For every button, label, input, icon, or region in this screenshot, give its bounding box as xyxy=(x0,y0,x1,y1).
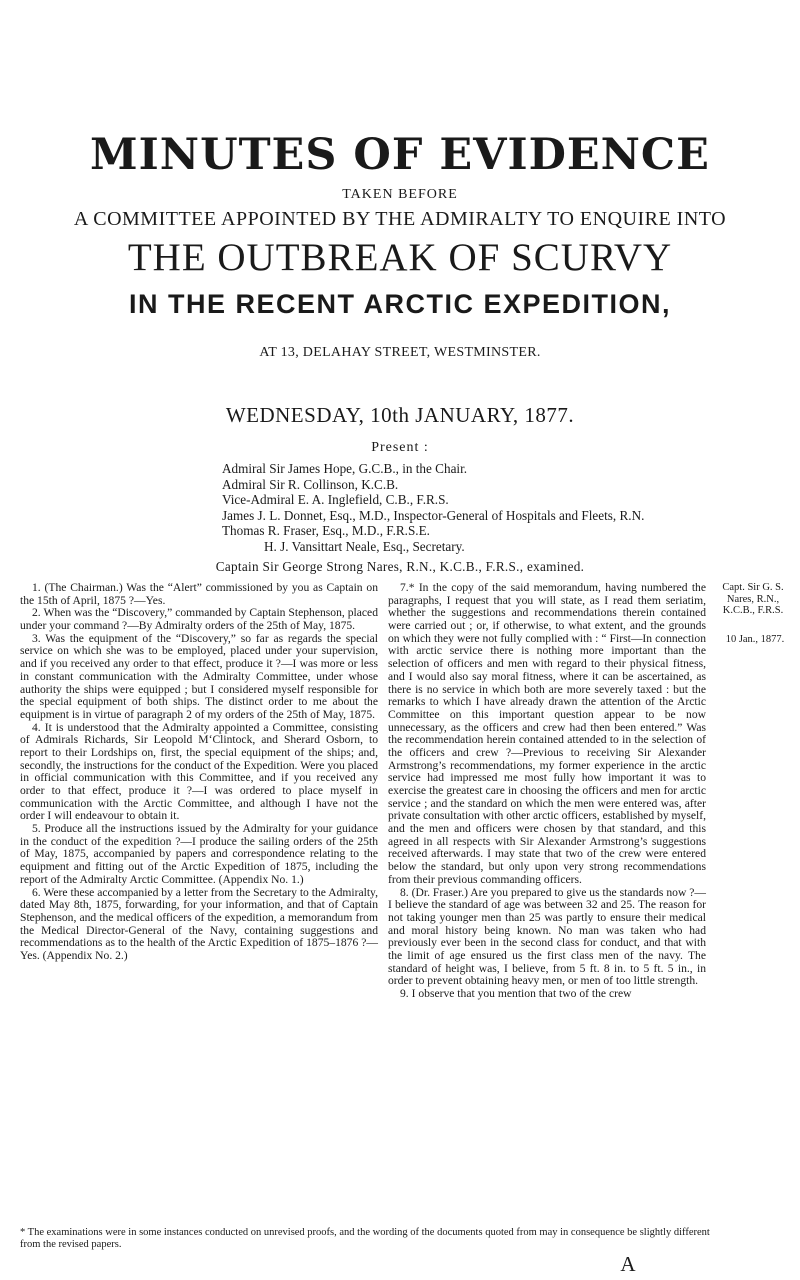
session-date: WEDNESDAY, 10th JANUARY, 1877. xyxy=(225,403,575,427)
evidence-paragraph: 5. Produce all the instructions issued by the Admiralty for your guidance in the conduct of the expedition ?—I produce the sailing orders of the 25th of May, 1875, accompanied by papers and correspondence relating to the equipment and fitting out of the Arctic Expedition of 1875, including the report of the Admiralty Arctic Committee. (Appendix No. 1.) xyxy=(20,822,378,886)
evidence-paragraph: 6. Were these accompanied by a letter from the Secretary to the Admiralty, dated May 8th, 1875, forwarding, for your information, and that of Captain Stephenson, and the medical officers of the expedition, a memorandum from the Medical Director-General of the Navy, containing suggestions and recommendations as to the health of the Arctic Expedition of 1875–1876 ?—Yes. (Appendix No. 2.) xyxy=(20,885,378,962)
evidence-paragraph: 8. (Dr. Fraser.) Are you prepared to give us the standards now ?—I believe the standard of age was between 32 and 25. The reason for not taking younger men than 25 was partly to ensure their medical and moral history being known. No man was taken who had previously ever been in the second class for conduct, and that with the limit of age ensured us the first class men of the navy. The standard of height was, I believe, from 5 ft. 8 in. to 5 ft. 5 in., in order to prevent obtaining heavy men, or men of too little strength. xyxy=(388,885,706,988)
right-column xyxy=(388,582,706,1001)
present-member: Admiral Sir James Hope, G.C.B., in the Chair. xyxy=(222,461,468,476)
margin-date-note: 10 Jan., 1877. xyxy=(725,634,785,645)
evidence-paragraph: 4. It is understood that the Admiralty appointed a Committee, consisting of Admirals Richards, Sir Leopold M‘Clintock, and Sherard Osborn, to report to their Lordships on, first, the special equipment of the ships; and, secondly, the instructions for the conduct of the Expedition. Were you placed in official communication with this Committee, and if you received any order to that effect, produce it ?—I was ordered to place myself in communication with the Arctic Committee, and although I have not the order I will endeavour to obtain it. xyxy=(20,720,378,823)
address-line: AT 13, DELAHAY STREET, WESTMINSTER. xyxy=(259,345,541,360)
evidence-paragraph: 9. I observe that you mention that two of the crew xyxy=(400,987,632,1000)
document-title: MINUTES OF EVIDENCE xyxy=(90,130,710,180)
footnote: * The examinations were in some instances conducted on unrevised proofs, and the wording of the documents quoted from may in consequence be slightly different from the revised papers. xyxy=(20,1227,710,1250)
evidence-paragraph: 2. When was the “Discovery,” commanded by Captain Stephenson, placed under your command ?—By Admiralty orders of the 25th of May, 1875. xyxy=(20,606,378,633)
present-label: Present : xyxy=(371,440,429,455)
expedition-heading: IN THE RECENT ARCTIC EXPEDITION, xyxy=(128,289,672,319)
margin-witness-note: Capt. Sir G. S. Nares, R.N., K.C.B., F.R.S. xyxy=(722,582,784,616)
present-member: Thomas R. Fraser, Esq., M.D., F.R.S.E. xyxy=(222,523,430,538)
evidence-paragraph: 3. Was the equipment of the “Discovery,” so far as regards the special service on which she was to be employed, placed under your supervision, and if you received any order to that effect, produce it ?—I was more or less in constant communication with the Admiralty Committee, under whose authority the ships were equipped ; but I considered myself responsible for the special equipment of both ships. The distinct order to me about the equipment is in virtue of paragraph 2 of my orders of the 25th of May, 1875. xyxy=(20,631,378,721)
signature-mark: A xyxy=(620,1252,636,1276)
left-column xyxy=(20,582,378,963)
present-member: James J. L. Donnet, Esq., M.D., Inspector-General of Hospitals and Fleets, R.N. xyxy=(222,507,645,523)
evidence-paragraph: 7.* In the copy of the said memorandum, having numbered the paragraphs, I request that you will state, as I read them seriatim, whether the suggestions and recommendations therein contained were carried out ; or, if otherwise, to what extent, and the grounds on which they were not fully complied with : “ First—In connection with arctic service there is nothing more important than the selection of officers and men with regard to their physical fitness, and I would also say moral fitness, where it can be ascertained, as there is no service in which both are more severely taxed : but the remarks to which I have already drawn the attention of the Arctic Committee on this important question appear to be now unnecessary, as the officers and crew had then been entered.” Was the recommendation herein contained attended to in the selection of the officers and crew ?—Previous to receiving Sir Alexander Armstrong’s recommendations, my former experience in the arctic service had impressed me most fully how important it was to exercise the greatest care in choosing the officers and men for arctic service ; and the standard on which the men were entered was, after private consultation with other arctic officers, established by myself, and the men and officers were chosen by that standard, and this agreed in all respects with Sir Alexander Armstrong’s suggestions received afterwards. I may state that two of the crew were entered below the standard, but only upon very strong recommendations from their previous commanding officers. xyxy=(388,581,706,886)
present-members-list xyxy=(222,461,782,554)
evidence-paragraph: 1. (The Chairman.) Was the “Alert” commissioned by you as Captain on the 15th of April, 1875 ?—Yes. xyxy=(20,581,378,607)
present-member: Admiral Sir R. Collinson, K.C.B. xyxy=(222,476,399,492)
committee-line: A COMMITTEE APPOINTED BY THE ADMIRALTY TO ENQUIRE INTO xyxy=(73,208,727,230)
subject-heading: THE OUTBREAK OF SCURVY xyxy=(127,236,673,279)
present-member: Vice-Admiral E. A. Inglefield, C.B., F.R.S. xyxy=(222,492,449,507)
present-secretary: H. J. Vansittart Neale, Esq., Secretary. xyxy=(264,538,465,554)
witness-examined-line: Captain Sir George Strong Nares, R.N., K.C.B., F.R.S., examined. xyxy=(215,559,585,574)
taken-before-line: TAKEN BEFORE xyxy=(342,187,458,202)
